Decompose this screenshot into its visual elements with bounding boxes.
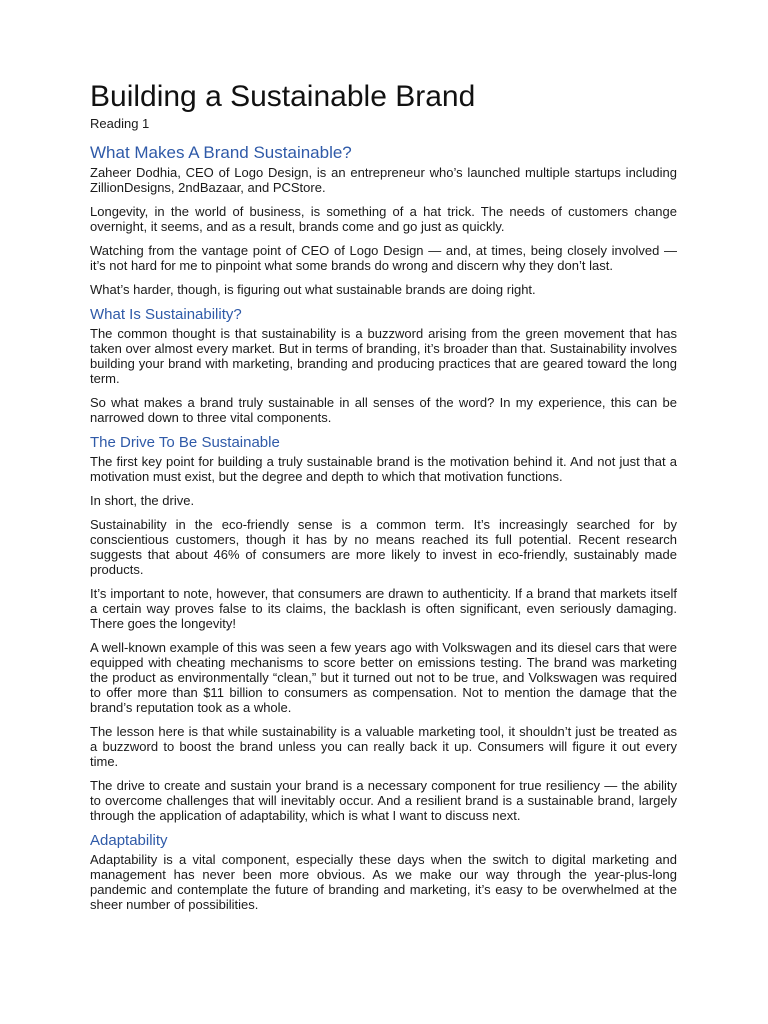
paragraph: Longevity, in the world of business, is something of a hat trick. The needs of customers change overnight, it seems, and as a result, brands come and go just as quickly. <box>90 204 677 234</box>
paragraph: In short, the drive. <box>90 493 195 508</box>
section-adaptability <box>90 832 677 912</box>
section-heading: What Is Sustainability? <box>90 306 242 323</box>
paragraph: What’s harder, though, is figuring out what sustainable brands are doing right. <box>90 282 536 297</box>
document-subtitle: Reading 1 <box>90 116 150 131</box>
section-drive-to-be-sustainable <box>90 434 677 823</box>
paragraph: The lesson here is that while sustainability is a valuable marketing tool, it shouldn’t just be treated as a buzzword to boost the brand unless you can really back it up. Consumers will figure it out every time. <box>90 724 677 769</box>
paragraph: Sustainability in the eco-friendly sense is a common term. It’s increasingly searched for by conscientious customers, though it has by no means reached its full potential. Recent research suggests that about 46% of consumers are more likely to invest in eco-friendly, sustainably made products. <box>90 517 677 577</box>
paragraph: The common thought is that sustainability is a buzzword arising from the green movement that has taken over almost every market. But in terms of branding, it’s broader than that. Sustainability involves building your brand with marketing, branding and producing practices that are geared toward the long term. <box>90 326 677 386</box>
document-title: Building a Sustainable Brand <box>90 80 476 113</box>
paragraph: The first key point for building a truly sustainable brand is the motivation behind it. And not just that a motivation must exist, but the degree and depth to which that motivation functions. <box>90 454 677 484</box>
paragraph: A well-known example of this was seen a few years ago with Volkswagen and its diesel cars that were equipped with cheating mechanisms to score better on emissions testing. The brand was marketing the product as environmentally “clean,” but it turned out not to be true, and Volkswagen was required to offer more than $11 billion to consumers as compensation. Not to mention the damage that the brand’s reputation took as a whole. <box>90 640 677 715</box>
document-page <box>90 80 677 921</box>
paragraph: Watching from the vantage point of CEO of Logo Design — and, at times, being closely involved — it’s not hard for me to pinpoint what some brands do wrong and discern why they don’t last. <box>90 243 677 273</box>
section-what-makes-a-brand-sustainable <box>90 143 677 297</box>
paragraph: The drive to create and sustain your brand is a necessary component for true resiliency — the ability to overcome challenges that will inevitably occur. And a resilient brand is a sustainable brand, largely through the application of adaptability, which is what I want to discuss next. <box>90 778 677 823</box>
paragraph: It’s important to note, however, that consumers are drawn to authenticity. If a brand that markets itself a certain way proves false to its claims, the backlash is often significant, even seriously damaging. There goes the longevity! <box>90 586 677 631</box>
section-what-is-sustainability <box>90 306 677 425</box>
paragraph: Adaptability is a vital component, especially these days when the switch to digital marketing and management has never been more obvious. As we make our way through the year-plus-long pandemic and contemplate the future of branding and marketing, it’s easy to be overwhelmed at the sheer number of possibilities. <box>90 852 677 912</box>
section-heading: What Makes A Brand Sustainable? <box>90 143 352 162</box>
section-heading: Adaptability <box>90 832 168 849</box>
paragraph: Zaheer Dodhia, CEO of Logo Design, is an entrepreneur who’s launched multiple startups including ZillionDesigns, 2ndBazaar, and PCStore. <box>90 165 677 195</box>
paragraph: So what makes a brand truly sustainable in all senses of the word? In my experience, this can be narrowed down to three vital components. <box>90 395 677 425</box>
section-heading: The Drive To Be Sustainable <box>90 434 280 451</box>
